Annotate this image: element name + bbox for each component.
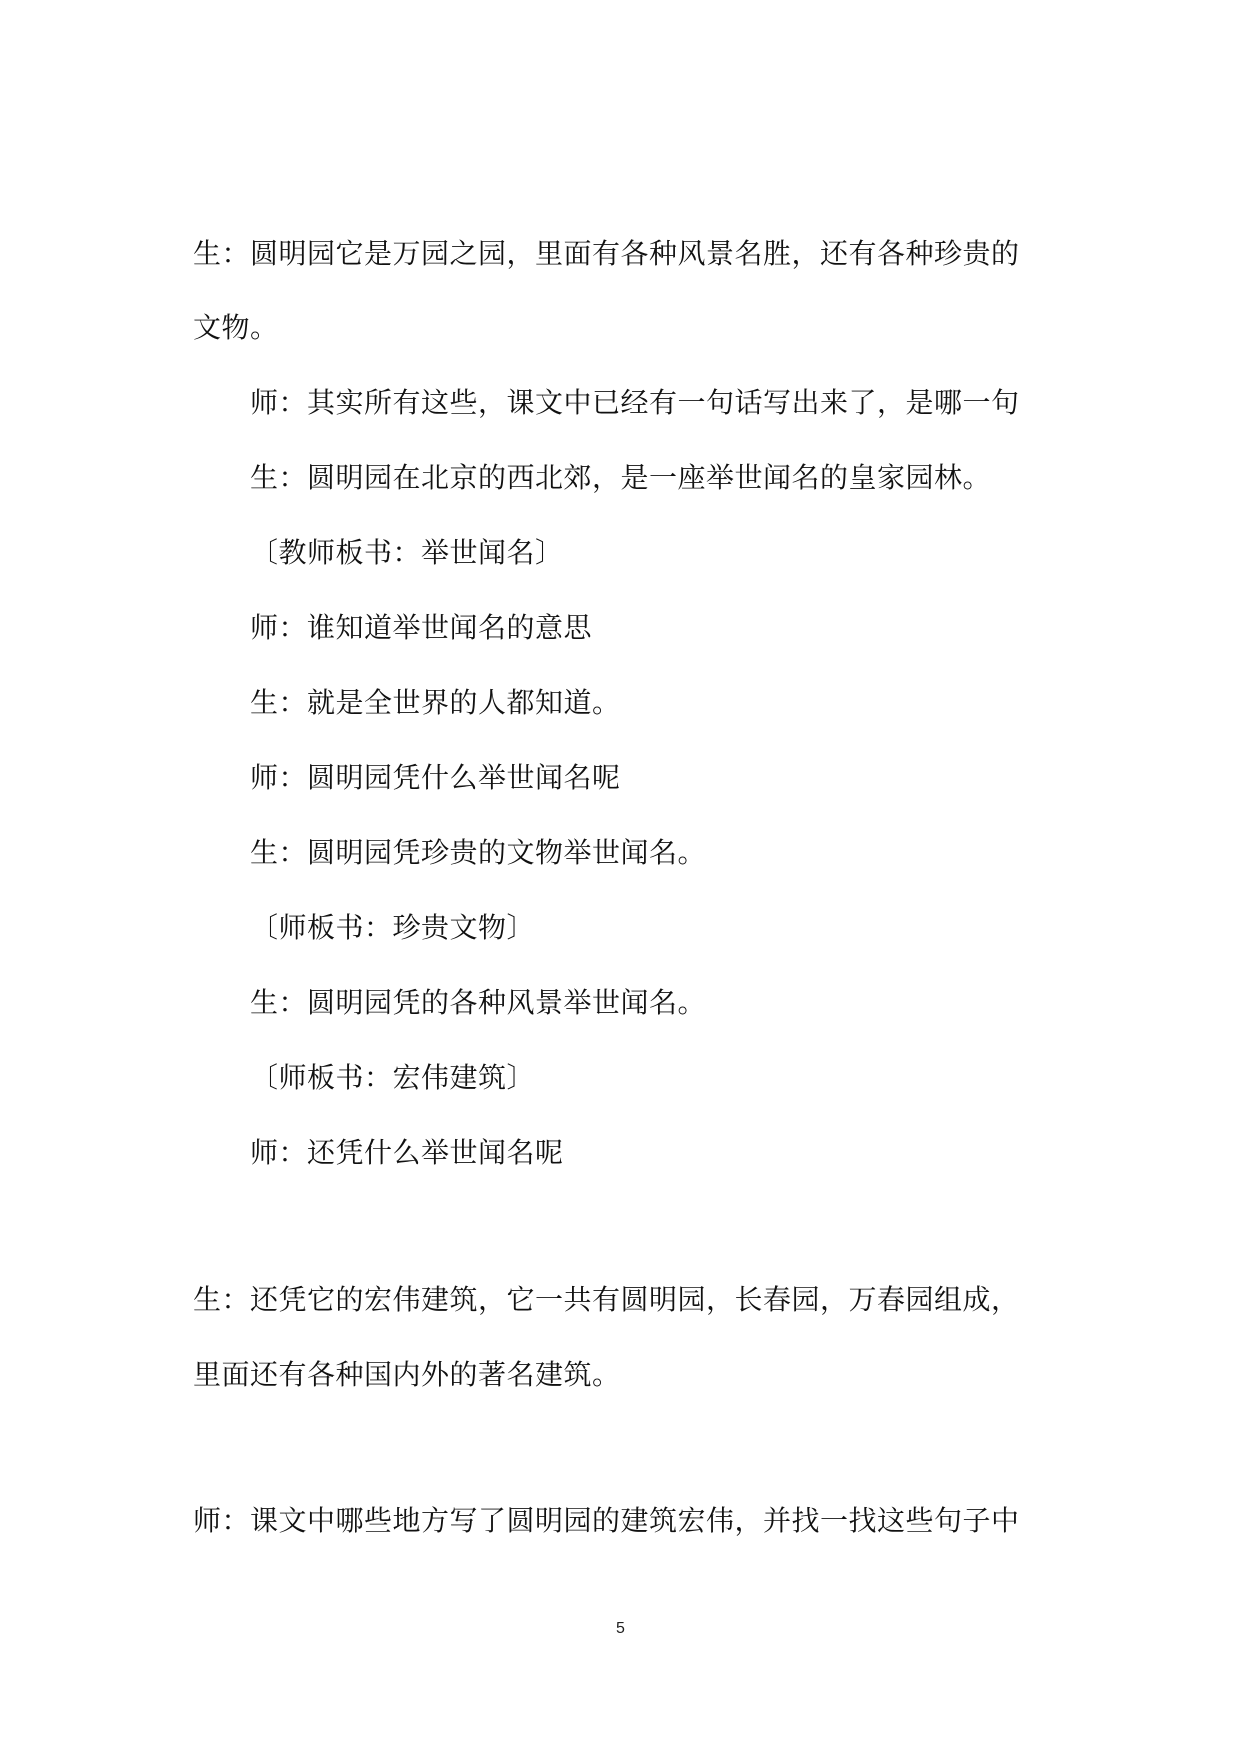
text-line: 生：就是全世界的人都知道。 <box>250 686 621 719</box>
text-line: 师：课文中哪些地方写了圆明园的建筑宏伟，并找一找这些句子中 <box>193 1504 1020 1537</box>
text-line: 生：圆明园凭珍贵的文物举世闻名。 <box>250 836 707 869</box>
page-number: 5 <box>616 1620 625 1637</box>
text-line: 〔教师板书：举世闻名〕 <box>250 536 564 569</box>
text-line: 〔师板书：珍贵文物〕 <box>250 911 536 944</box>
text-line: 生：圆明园它是万园之园，里面有各种风景名胜，还有各种珍贵的 <box>193 237 1020 270</box>
text-line: 生：还凭它的宏伟建筑，它一共有圆明园，长春园，万春园组成， <box>193 1283 1020 1316</box>
text-line: 生：圆明园凭的各种风景举世闻名。 <box>250 986 707 1019</box>
text-line: 师：圆明园凭什么举世闻名呢 <box>250 761 621 794</box>
text-line: 师：谁知道举世闻名的意思 <box>250 611 593 644</box>
text-line: 生：圆明园在北京的西北郊，是一座举世闻名的皇家园林。 <box>250 461 992 494</box>
text-line: 文物。 <box>193 311 279 344</box>
text-line: 师：其实所有这些，课文中已经有一句话写出来了，是哪一句 <box>250 386 1020 419</box>
text-line: 〔师板书：宏伟建筑〕 <box>250 1061 536 1094</box>
text-line: 里面还有各种国内外的著名建筑。 <box>193 1358 621 1391</box>
text-line: 师：还凭什么举世闻名呢 <box>250 1136 564 1169</box>
